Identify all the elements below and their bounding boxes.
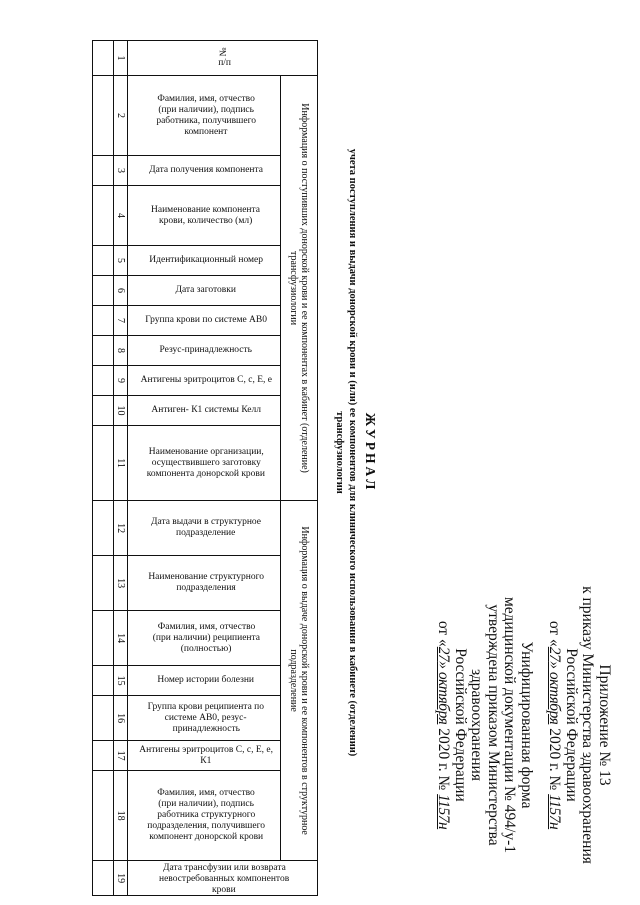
col-header-5: Идентификационный номер: [128, 246, 281, 276]
journal-subtitle-1: учета поступления и выдачи донорской крови и (или) ее компонентов для клинического использования в кабинете (отделении): [347, 148, 358, 757]
empty-cell: [93, 41, 114, 76]
form-line-3: утверждена приказом Министерства: [485, 604, 502, 846]
col-number-1: 1: [114, 41, 128, 76]
form-line-5: Российской Федерации: [452, 648, 469, 802]
col-number-8: 8: [114, 336, 128, 366]
col-header-1: № п/п: [128, 41, 318, 76]
empty-data-row: [93, 41, 114, 896]
col-header-11: Наименование организации, осуществившего заготовку компонента донорской крови: [128, 426, 281, 501]
column-number-row: [114, 41, 128, 896]
col-header-17: Антигены эритроцитов С, с, Е, е, К1: [128, 741, 281, 771]
journal-title: ЖУРНАЛ: [363, 412, 378, 493]
form-number: 1157н: [435, 794, 453, 830]
empty-cell: [93, 396, 114, 426]
empty-cell: [93, 696, 114, 741]
col-number-9: 9: [114, 366, 128, 396]
empty-cell: [93, 556, 114, 611]
form-date-line: [435, 555, 452, 895]
col-number-10: 10: [114, 396, 128, 426]
col-header-6: Дата заготовки: [128, 276, 281, 306]
journal-subtitle-2: трансфузиологии: [334, 411, 345, 494]
appendix-year: 2020 г. №: [546, 724, 564, 795]
empty-cell: [93, 861, 114, 896]
empty-cell: [93, 366, 114, 396]
form-header: [435, 555, 534, 895]
empty-cell: [93, 276, 114, 306]
col-header-19: Дата трансфузии или возврата невостребованных компонентов крови: [128, 861, 318, 896]
appendix-day: 27: [546, 646, 564, 662]
col-number-16: 16: [114, 696, 128, 741]
col-header-16: Группа крови реципиента по системе АВ0, резус- принадлежность: [128, 696, 281, 741]
group-issue: Информация о выдаче донорской крови и ее компонентов в структурное подразделение: [281, 501, 318, 861]
group-receipt: Информация о поступивших донорской крови и ее компонентах в кабинет (отделение) трансфузиологии: [281, 76, 318, 501]
appendix-line-1: Приложение № 13: [596, 664, 613, 786]
journal-table: [92, 40, 318, 896]
col-header-12: Дата выдачи в структурное подразделение: [128, 501, 281, 556]
empty-cell: [93, 501, 114, 556]
col-number-15: 15: [114, 666, 128, 696]
col-number-13: 13: [114, 556, 128, 611]
col-number-7: 7: [114, 306, 128, 336]
column-header-row: [128, 41, 281, 896]
form-year: 2020 г. №: [435, 724, 453, 795]
appendix-date-prefix: от «: [546, 620, 564, 647]
empty-cell: [93, 611, 114, 666]
empty-cell: [93, 246, 114, 276]
group-header-row: [281, 41, 318, 896]
form-line-2: медицинской документации № 494/у-1: [501, 596, 519, 854]
col-number-14: 14: [114, 611, 128, 666]
col-header-13: Наименование структурного подразделения: [128, 556, 281, 611]
col-number-5: 5: [114, 246, 128, 276]
col-number-2: 2: [114, 76, 128, 156]
col-number-4: 4: [114, 186, 128, 246]
form-line-4: здравоохранения: [468, 669, 486, 781]
col-header-3: Дата получения компонента: [128, 156, 281, 186]
form-day: 27: [435, 646, 453, 662]
appendix-line-3: Российской Федерации: [563, 648, 580, 802]
empty-cell: [93, 741, 114, 771]
col-header-18: Фамилия, имя, отчество (при наличии), подпись работника структурного подразделения, получившего компонент донорской крови: [128, 771, 281, 861]
empty-cell: [93, 76, 114, 156]
appendix-line-2: к приказу Министерства здравоохранения: [579, 586, 597, 864]
col-number-19: 19: [114, 861, 128, 896]
col-number-11: 11: [114, 426, 128, 501]
col-header-4: Наименование компонента крови, количество (мл): [128, 186, 281, 246]
empty-cell: [93, 186, 114, 246]
appendix-number: 1157н: [546, 794, 564, 830]
col-number-6: 6: [114, 276, 128, 306]
empty-cell: [93, 666, 114, 696]
col-header-7: Группа крови по системе АВ0: [128, 306, 281, 336]
appendix-date-line: [546, 555, 563, 895]
col-header-9: Антигены эритроцитов С, с, Е, е: [128, 366, 281, 396]
col-number-3: 3: [114, 156, 128, 186]
empty-cell: [93, 306, 114, 336]
form-line-1: Унифицированная форма: [518, 641, 535, 809]
col-header-15: Номер истории болезни: [128, 666, 281, 696]
empty-cell: [93, 426, 114, 501]
col-header-14: Фамилия, имя, отчество (при наличии) реципиента (полностью): [128, 611, 281, 666]
form-date-prefix: от «: [435, 620, 453, 647]
empty-cell: [93, 156, 114, 186]
appendix-month: » октября: [546, 661, 564, 725]
col-number-18: 18: [114, 771, 128, 861]
col-header-2: Фамилия, имя, отчество (при наличии), подпись работника, получившего компонент: [128, 76, 281, 156]
col-number-17: 17: [114, 741, 128, 771]
col-header-10: Антиген- К1 системы Келл: [128, 396, 281, 426]
empty-cell: [93, 336, 114, 366]
col-header-8: Резус-принадлежность: [128, 336, 281, 366]
appendix-header: [546, 555, 612, 895]
form-month: » октября: [435, 661, 453, 725]
col-number-12: 12: [114, 501, 128, 556]
empty-cell: [93, 771, 114, 861]
